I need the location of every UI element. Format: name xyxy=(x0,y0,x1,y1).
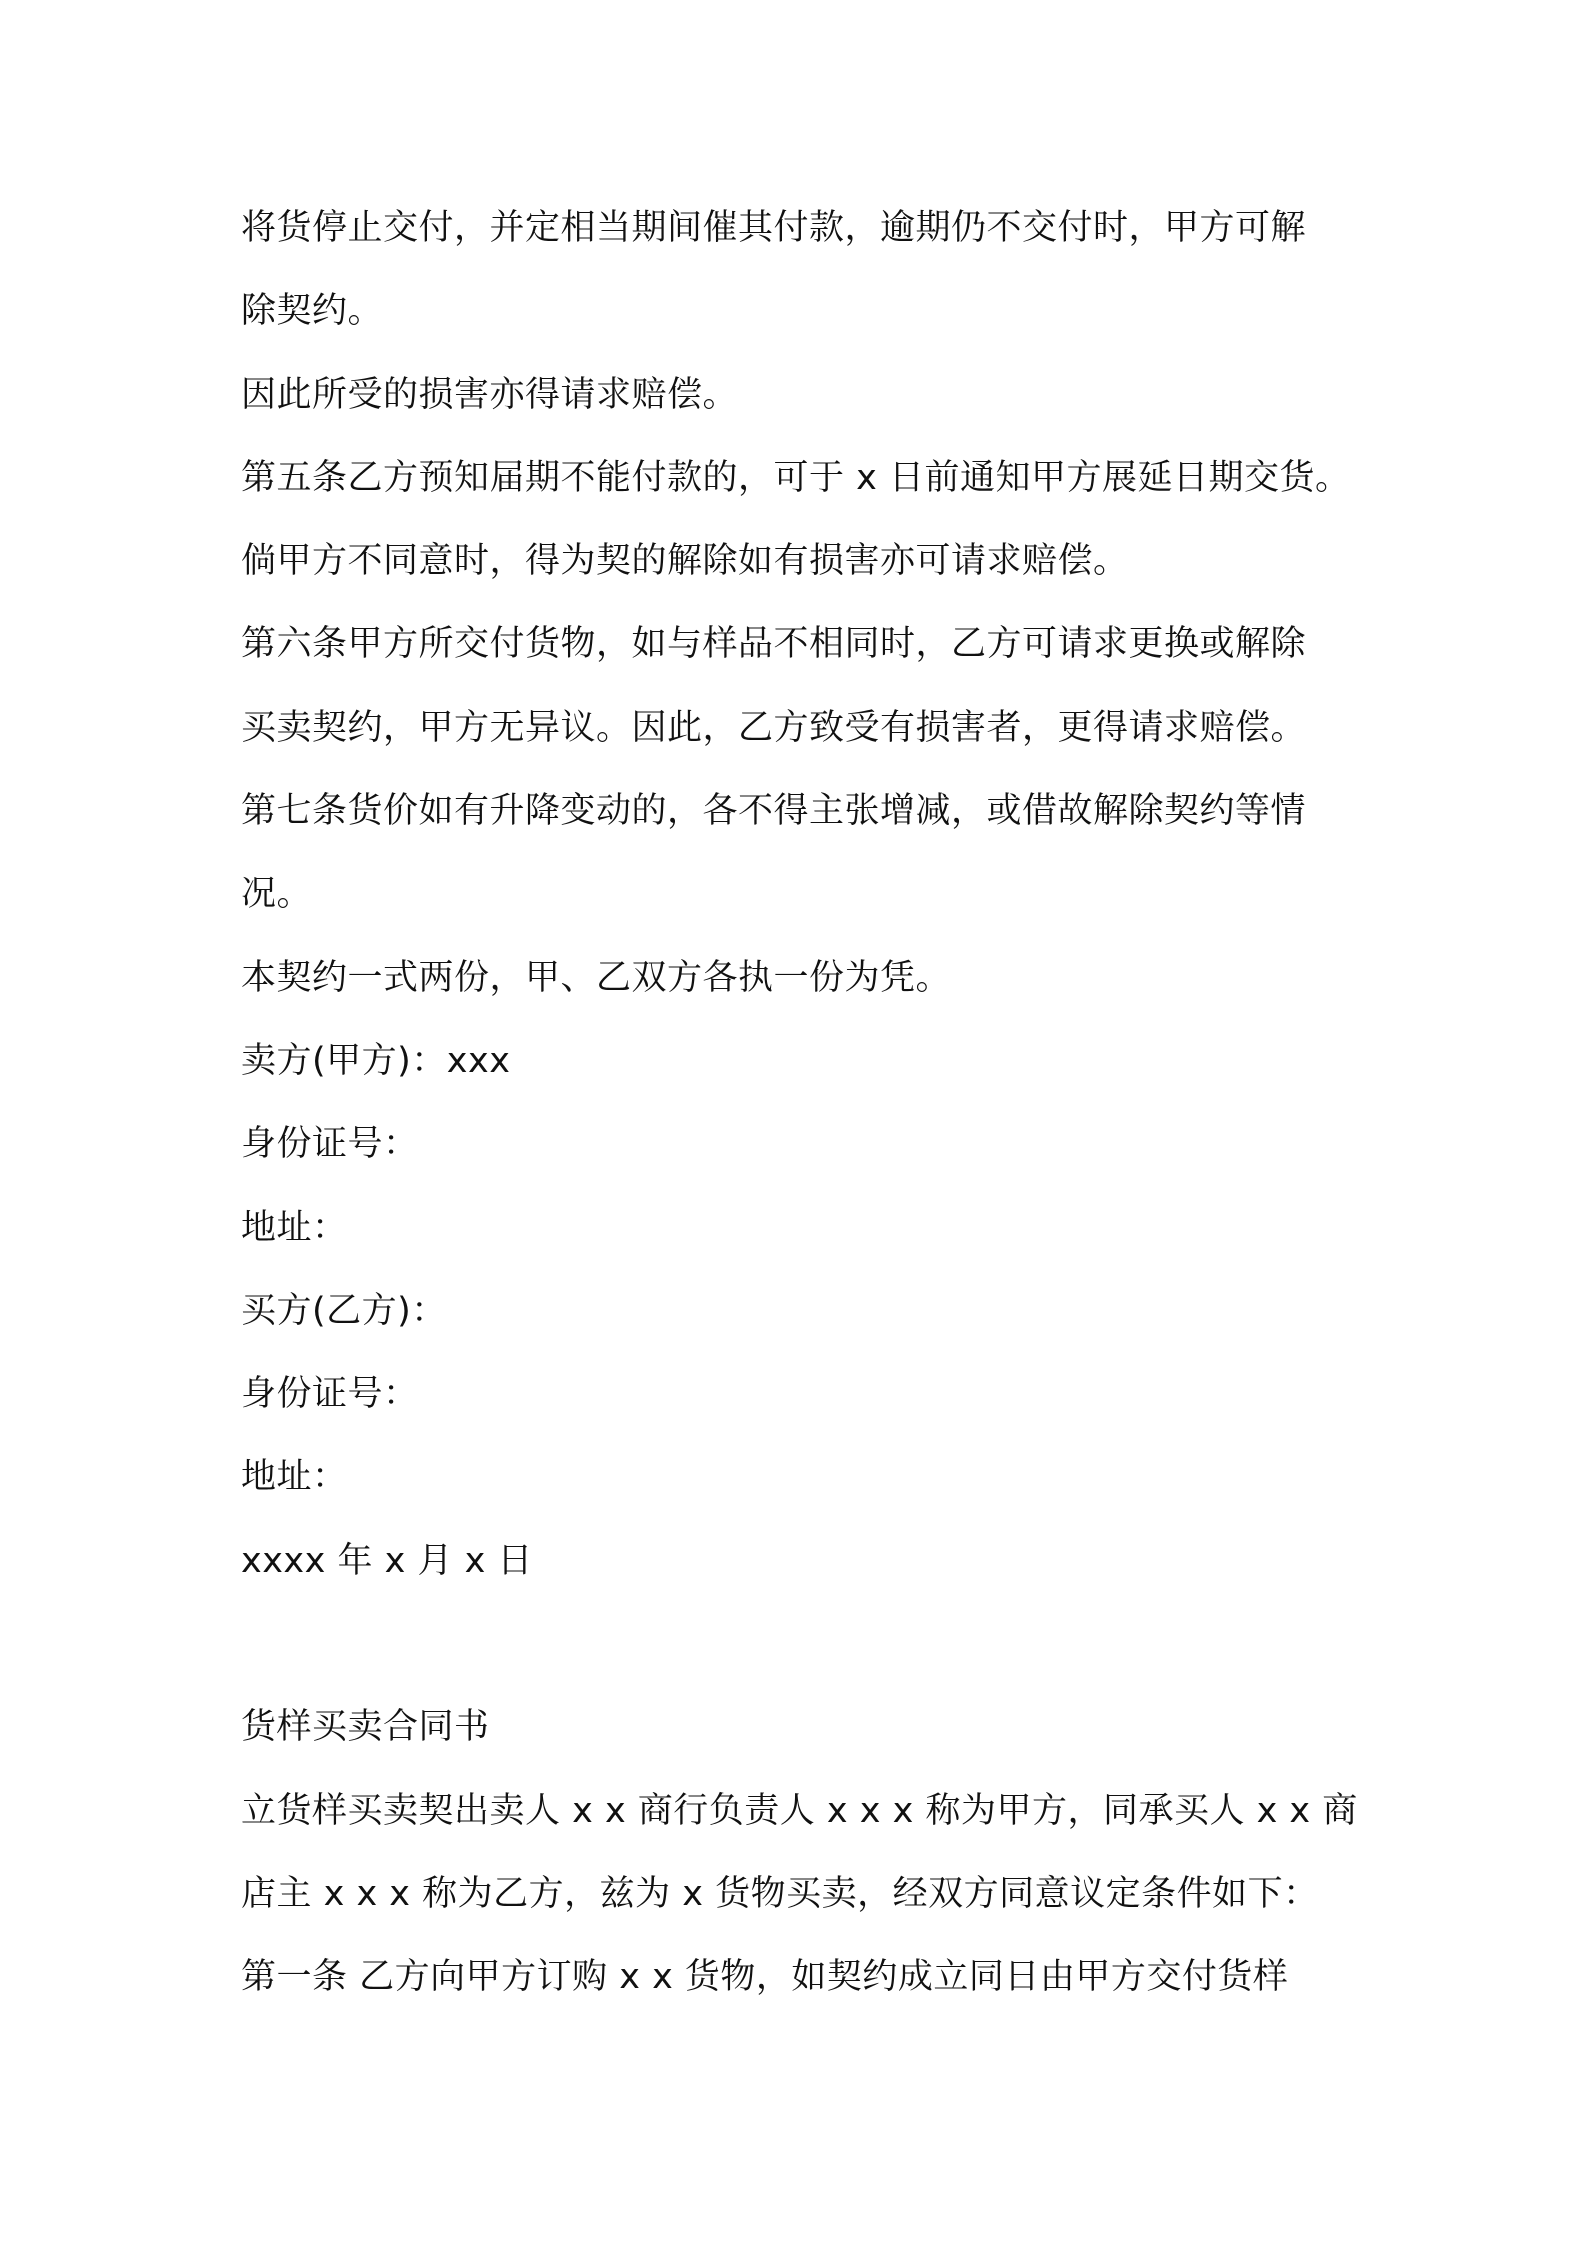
paragraph-line: 除契约。 xyxy=(241,291,384,331)
paragraph-line: 店主 x x x 称为乙方，兹为 x 货物买卖，经双方同意议定条件如下： xyxy=(241,1874,1319,1914)
clause-1-line: 第一条 乙方向甲方订购 x x 货物，如契约成立同日由甲方交付货样 xyxy=(241,1957,1289,1997)
paragraph-line: 买卖契约，甲方无异议。因此，乙方致受有损害者，更得请求赔偿。 xyxy=(241,708,1307,748)
paragraph-line: 因此所受的损害亦得请求赔偿。 xyxy=(241,375,739,415)
clause-5-line: 第五条乙方预知届期不能付款的，可于 x 日前通知甲方展延日期交货。 xyxy=(241,458,1351,498)
buyer-address-field: 地址： xyxy=(241,1457,348,1497)
seller-field: 卖方(甲方)：xxx xyxy=(241,1041,511,1081)
copies-statement: 本契约一式两份，甲、乙双方各执一份为凭。 xyxy=(241,958,952,998)
buyer-id-field: 身份证号： xyxy=(241,1374,419,1414)
clause-6-line: 第六条甲方所交付货物，如与样品不相同时，乙方可请求更换或解除 xyxy=(241,624,1307,664)
seller-id-field: 身份证号： xyxy=(241,1124,419,1164)
seller-address-field: 地址： xyxy=(241,1208,348,1248)
paragraph-line: 倘甲方不同意时，得为契的解除如有损害亦可请求赔偿。 xyxy=(241,541,1129,581)
paragraph-line: 立货样买卖契出卖人 x x 商行负责人 x x x 称为甲方，同承买人 x x 商 xyxy=(241,1791,1358,1831)
buyer-field: 买方(乙方)： xyxy=(241,1291,447,1331)
clause-7-line: 第七条货价如有升降变动的，各不得主张增减，或借故解除契约等情 xyxy=(241,791,1307,831)
date-line: xxxx 年 x 月 x 日 xyxy=(241,1541,533,1581)
paragraph-line: 况。 xyxy=(241,874,313,914)
paragraph-line: 将货停止交付，并定相当期间催其付款，逾期仍不交付时，甲方可解 xyxy=(241,208,1307,248)
section-title: 货样买卖合同书 xyxy=(241,1707,490,1747)
